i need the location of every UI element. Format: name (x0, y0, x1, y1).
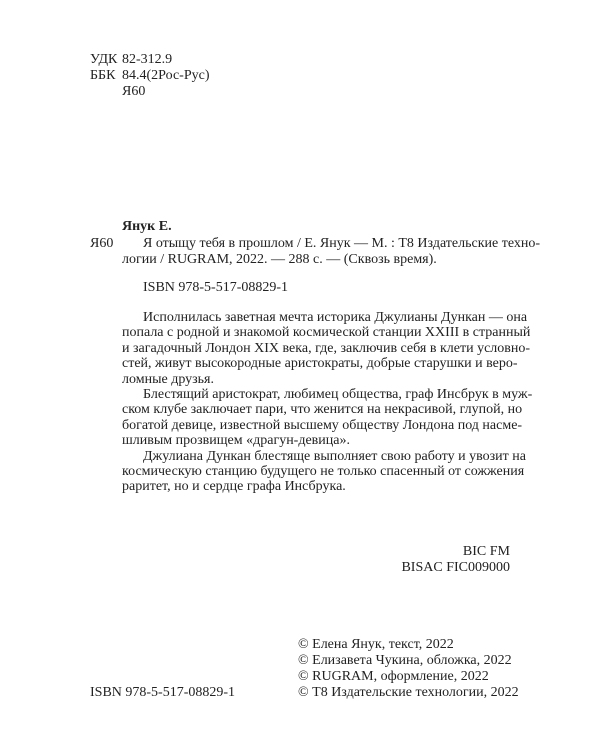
annotation-line: и загадочный Лондон XIX века, где, заключив себя в клети условно- (122, 340, 531, 356)
author-mark: Я60 (122, 84, 146, 99)
annotation-line: ском клубе заключает пари, что женится на некрасивой, глупой, но (122, 402, 523, 418)
annotation-line: стей, живут высокородные аристократы, добрые старушки и веро- (122, 356, 518, 372)
annotation-line: Джулиана Дункан блестяще выполняет свою работу и увозит на (143, 448, 526, 464)
bbk-label: ББК (90, 68, 116, 83)
annotation-line: ломные друзья. (122, 371, 214, 387)
udk-label: УДК (90, 52, 118, 67)
annotation-line: раритет, но и сердце графа Инсбрука. (122, 479, 346, 495)
biblio-line: логии / RUGRAM, 2022. — 288 с. — (Сквозь время). (122, 252, 437, 267)
biblio-mark: Я60 (90, 236, 114, 251)
annotation-line: богатой девице, известной высшему обществу Лондона под насме- (122, 417, 523, 433)
annotation-line: шливым прозвищем «драгун-девица». (122, 433, 350, 449)
bic-code: BIC FM (462, 544, 510, 559)
bbk-code: 84.4(2Рос-Рус) (122, 68, 210, 83)
copyright-line: © Т8 Издательские технологии, 2022 (298, 685, 519, 700)
annotation-line: Блестящий аристократ, любимец общества, граф Инсбрук в муж- (143, 387, 533, 402)
copyright-line: © Елена Янук, текст, 2022 (298, 637, 454, 652)
biblio-line: Я отыщу тебя в прошлом / Е. Янук — М. : Т8 Издательские техно- (143, 236, 541, 251)
copyright-line: © RUGRAM, оформление, 2022 (298, 669, 489, 684)
author-name: Янук Е. (122, 219, 172, 234)
isbn: ISBN 978-5-517-08829-1 (143, 280, 289, 295)
udk-code: 82-312.9 (122, 52, 173, 67)
annotation-line: Исполнилась заветная мечта историка Джулианы Дункан — она (143, 310, 528, 325)
annotation-line: космическую станцию будущего не только спасенный от сожжения (122, 464, 525, 479)
footer-isbn: ISBN 978-5-517-08829-1 (90, 685, 236, 700)
bisac-code: BISAC FIC009000 (401, 560, 510, 575)
annotation-line: попала с родной и знакомой космической станции XXIII в странный (122, 325, 531, 341)
copyright-line: © Елизавета Чукина, обложка, 2022 (298, 653, 512, 668)
